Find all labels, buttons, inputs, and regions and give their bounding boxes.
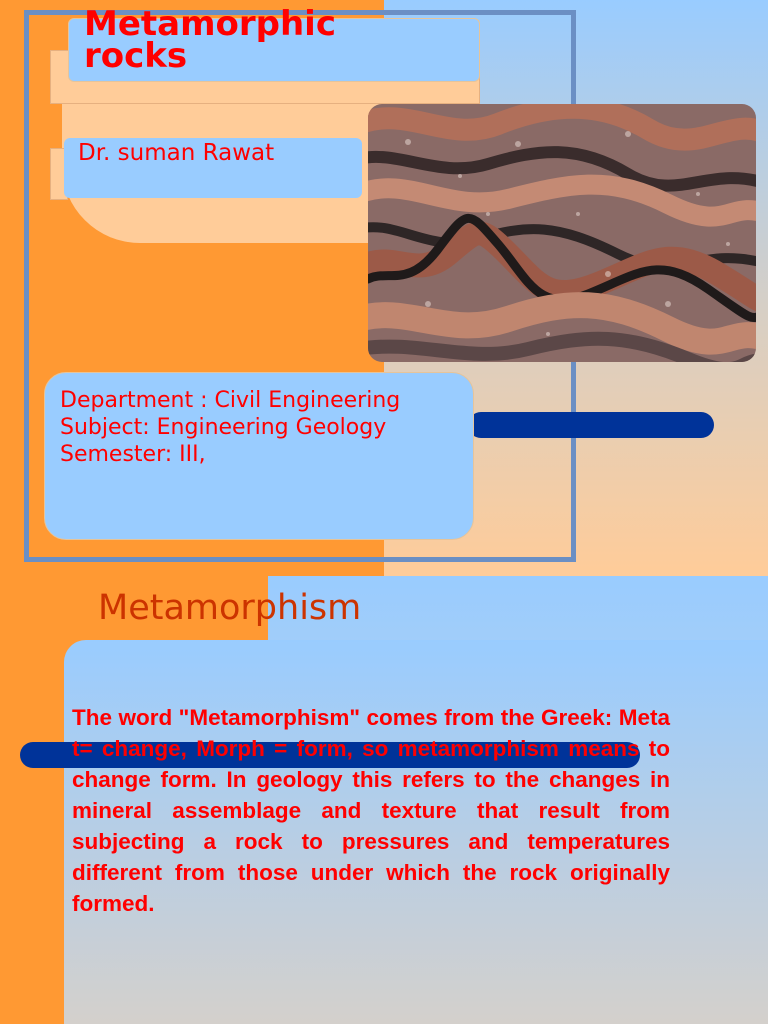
- rock-texture-illustration: [368, 104, 756, 362]
- semester-line: Semester: III,: [60, 442, 206, 467]
- subject-line: Subject: Engineering Geology: [60, 415, 387, 440]
- slide-heading: Metamorphism: [98, 588, 362, 628]
- metamorphic-rock-image: [368, 104, 756, 362]
- department-line: Department : Civil Engineering: [60, 388, 401, 413]
- author-name: Dr. suman Rawat: [78, 140, 275, 166]
- content-slide: [0, 576, 768, 1024]
- decorative-blue-bar: [468, 412, 714, 438]
- orange-side-strip: [0, 636, 64, 1024]
- slide-title: Metamorphic rocks: [84, 4, 336, 76]
- definition-paragraph: The word "Metamorphism" comes from the Greek: Meta t= change, Morph = form, so metamorphism means to change form. In geology this refers to the changes in mineral assemblage and texture that result from subjecting a rock to pressures and temperatures different from those under which the rock originally formed.: [72, 705, 670, 916]
